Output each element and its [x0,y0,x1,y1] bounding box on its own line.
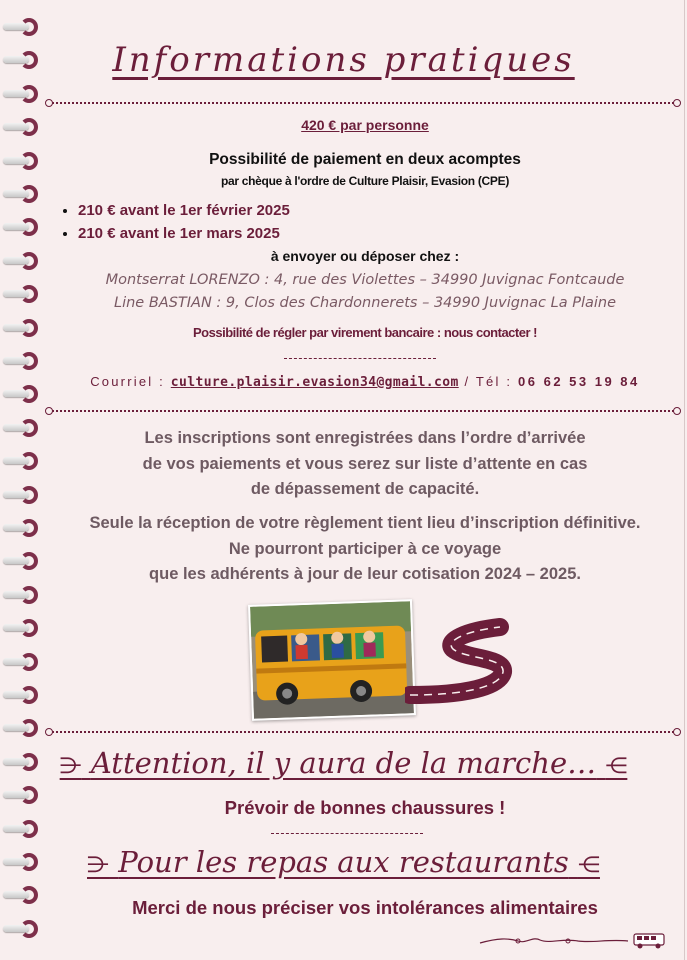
spiral-ring [3,218,41,236]
email-label: Courriel : [90,374,165,389]
spiral-ring [3,319,41,337]
spiral-ring [3,118,41,136]
meals-title-text: Pour les repas aux restaurants [118,845,569,879]
registration-conditions-text [48,511,682,588]
email-link[interactable]: culture.plaisir.evasion34@gmail.com [170,375,459,390]
contact-line [48,374,682,390]
list-item: • 210 € avant le 1er mars 2025 [78,225,290,242]
spiral-ring [3,820,41,838]
spiral-ring [3,886,41,904]
swirl-right-icon: ⋲ [577,853,600,878]
spiral-ring [3,385,41,403]
spiral-ring [3,786,41,804]
text-line: Les inscriptions sont enregistrées dans l’ordre d’arrivée [144,429,586,447]
page-edge [684,0,685,960]
page-title: Informations pratiques [112,40,575,80]
spiral-ring [3,920,41,938]
road-icon [405,617,520,707]
spiral-ring [3,719,41,737]
text-line: de vos paiements et vous serez sur liste d’attente en cas [142,454,588,473]
payment-subtitle: par chèque à l'ordre de Culture Plaisir, Evasion (CPE) [220,174,510,188]
phone-number: 06 62 53 19 84 [518,374,640,389]
meals-title [0,845,687,879]
text-line: de dépassement de capacité. [250,480,480,498]
spiral-ring [3,552,41,570]
swirl-right-icon: ⋲ [605,754,628,779]
spiral-ring [3,152,41,170]
spiral-ring [3,486,41,504]
swirl-left-icon: ⋺ [87,853,110,878]
installment-list [60,202,290,248]
text-line: Ne pourront participer à ce voyage [228,539,502,558]
spiral-ring [3,452,41,470]
divider-top [49,102,677,104]
spiral-binding-icon [0,18,48,953]
transfer-note: Possibilité de régler par virement bancaire : nous contacter ! [193,325,537,340]
walking-title-text: Attention, il y aura de la marche… [90,746,597,780]
spiral-ring [3,653,41,671]
spiral-ring [3,252,41,270]
divider-middle [49,410,677,412]
spiral-ring [3,519,41,537]
swirl-left-icon: ⋺ [59,754,82,779]
spiral-ring [3,185,41,203]
spiral-ring [3,85,41,103]
send-label: à envoyer ou déposer chez : [270,248,460,264]
spiral-ring [3,419,41,437]
address-lorenzo: Montserrat LORENZO : 4, rue des Violettes – 34990 Juvignac Fontcaude [105,272,625,288]
text-line: Seule la réception de votre règlement tient lieu d’inscription définitive. [89,514,641,532]
spiral-ring [3,619,41,637]
spiral-ring [3,352,41,370]
walking-title [0,746,687,780]
list-item: • 210 € avant le 1er février 2025 [78,202,290,219]
separator-dash [271,833,423,834]
registration-order-text [48,426,682,503]
spiral-ring [3,686,41,704]
spiral-ring [3,586,41,604]
text-line: que les adhérents à jour de leur cotisation 2024 – 2025. [149,565,581,583]
address-bastian: Line BASTIAN : 9, Clos des Chardonnerets – 34990 Juvignac La Plaine [114,295,616,311]
spiral-ring [3,285,41,303]
separator-dash [284,358,436,359]
payment-title: Possibilité de paiement en deux acomptes [209,151,521,168]
tour-bus-photo [248,599,416,721]
price: 420 € par personne [301,117,429,133]
walking-note: Prévoir de bonnes chaussures ! [224,797,506,818]
phone-label: / Tél : [464,374,513,389]
meals-note: Merci de nous préciser vos intolérances alimentaires [132,897,598,918]
divider-bottom [49,731,677,733]
spiral-ring [3,18,41,36]
bus-icon [478,930,668,952]
